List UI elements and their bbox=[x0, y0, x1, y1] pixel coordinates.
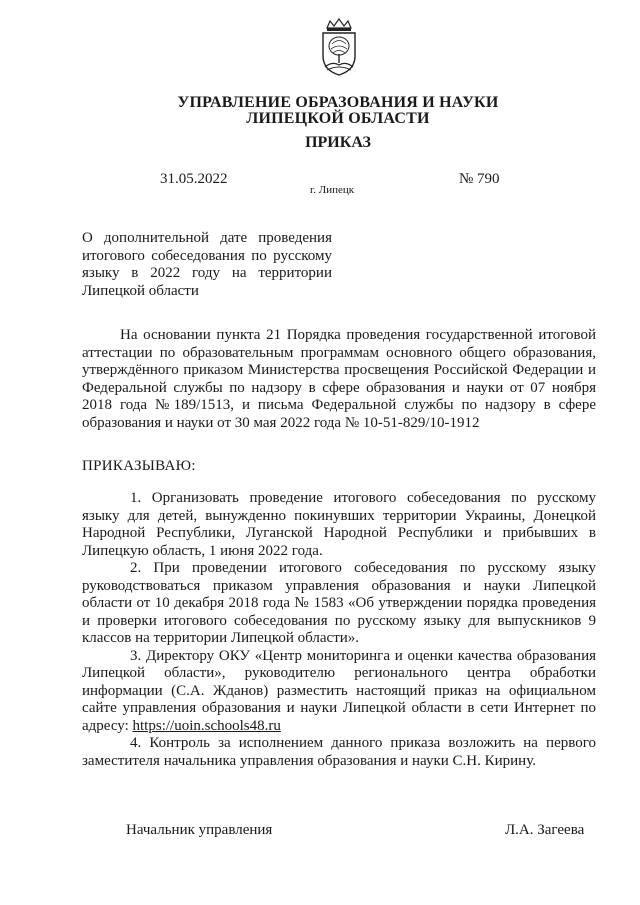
order-number: № 790 bbox=[459, 171, 500, 187]
order-item-3 bbox=[82, 648, 596, 736]
coat-of-arms-emblem bbox=[318, 18, 360, 76]
signatory-position: Начальник управления bbox=[126, 822, 273, 838]
document-type-title: ПРИКАЗ bbox=[305, 134, 371, 151]
order-subject: О дополнительной дате проведения итогового собеседования по русскому языку в 2022 году на территории Липецкой области bbox=[82, 230, 332, 299]
order-item-4: 4. Контроль за исполнением данного приказа возложить на первого заместителя начальника управления образования и науки С.Н. Кирину. bbox=[82, 735, 596, 769]
order-item-1: 1. Организовать проведение итогового собеседования по русскому языку для детей, вынужденно покинувших территории Украины, Донецкой Народной Республики, Луганской Народной Республики и прибывших в Липецкую область, 1 июня 2022 года. bbox=[82, 490, 596, 559]
order-directive-word: ПРИКАЗЫВАЮ: bbox=[82, 458, 196, 474]
order-item-3-text: 3. Директору ОКУ «Центр мониторинга и оценки качества образования Липецкой области», руководителю регионального центра обработки информации (С.А. Жданов) разместить настоящий приказ на официальном сайте управления образования и науки Липецкой области в сети Интернет по адресу: bbox=[82, 647, 596, 734]
organization-name-line2: ЛИПЕЦКОЙ ОБЛАСТИ bbox=[246, 110, 430, 127]
signatory-name: Л.А. Загеева bbox=[505, 822, 585, 838]
organization-name-line1: УПРАВЛЕНИЕ ОБРАЗОВАНИЯ И НАУКИ bbox=[177, 94, 499, 111]
issue-city: г. Липецк bbox=[310, 184, 355, 196]
website-link[interactable]: https://uoin.schools48.ru bbox=[132, 717, 281, 734]
order-date: 31.05.2022 bbox=[160, 171, 228, 187]
order-items bbox=[82, 490, 596, 770]
order-item-2: 2. При проведении итогового собеседования по русскому языку руководствоваться приказом управления образования и науки Липецкой области от 10 декабря 2018 года № 1583 «Об утверждении порядка проведения и проверки итогового собеседования по русскому языку для выпускников 9 классов на территории Липецкой области». bbox=[82, 560, 596, 646]
preamble-paragraph: На основании пункта 21 Порядка проведения государственной итоговой аттестации по образовательным программам основного общего образования, утверждённого приказом Министерства просвещения Российской Федерации и Федеральной службы по надзору в сфере образования и науки от 07 ноября 2018 года №189/1513, и письма Федеральной службы по надзору в сфере образования и науки от 30 мая 2022 года № 10-51-829/10-1912 bbox=[82, 327, 596, 431]
